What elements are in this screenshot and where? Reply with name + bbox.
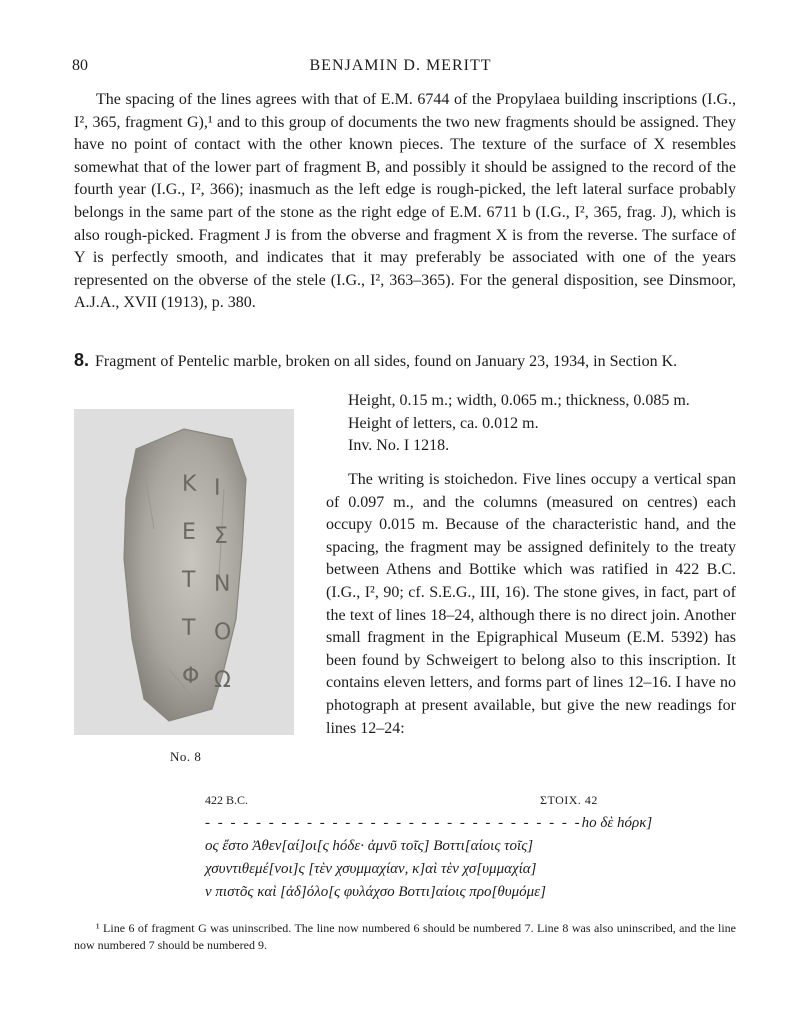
letter-glyph: Ω	[214, 668, 231, 693]
letter-glyph: Σ	[214, 524, 228, 549]
section-heading	[74, 349, 736, 374]
inscription-line	[205, 812, 653, 835]
letter-glyph: Ι	[214, 476, 221, 501]
inscription-line	[205, 881, 610, 904]
paragraph-1: The spacing of the lines agrees with that of E.M. 6744 of the Propylaea building inscriptions (I.G., I², 365, fragment G),¹ and to this group of documents the two new fragments should be assigned. They have no point of contact with the other known pieces. The texture of the surface of X resembles somewhat that of the lower part of fragment B, and possibly it should be assigned to the record of the fourth year (I.G., I², 366); inasmuch as the left edge is rough-picked, the left lateral surface probably belongs in the same part of the stone as the right edge of E.M. 6711 b (I.G., I², 365, frag. J), which is also rough-picked. Fragment J is from the obverse and fragment X is from the reverse. The surface of Y is perfectly smooth, and indicates that it may preferably be associated with one of the years represented on the obverse of the stele (I.G., I², 363–365). For the general disposition, see Dinsmoor, A.J.A., XVII (1913), p. 380.	[74, 91, 736, 312]
inscription-line-text: ος ἔστο Ἀθεν[αί]οι[ς hóδε· ἀμνῦ τοῖς] Βοττι[αίοις τοῖς]	[205, 838, 534, 854]
letter-glyph: Ο	[214, 620, 232, 645]
footnote: ¹ Line 6 of fragment G was uninscribed. The line now numbered 6 should be numbered 7. Line 8 was also uninscribed, and the line now numbered 7 should be numbered 9.	[74, 921, 736, 952]
paragraph-2: The writing is stoichedon. Five lines occupy a vertical span of 0.097 m., and the columns (measured on centres) each occupy 0.015 m. Because of the characteristic hand, and the spacing, the fragment may be assigned definitely to the treaty between Athens and Bottike which was ratified in 422 B.C. (I.G., I², 90; cf. S.E.G., III, 16). The stone gives, in fact, part of the text of lines 18–24, although there is no direct join. Another small fragment in the Epigraphical Museum (E.M. 5392) has been found by Schweigert to belong also to this inscription. It contains eleven letters, and forms part of lines 12–16. I have no photograph at present available, but give the new readings for lines 12–24:	[326, 471, 736, 737]
letter-glyph: Κ	[182, 472, 197, 497]
page-number: 80	[72, 57, 88, 74]
stoichedon-label: ΣΤΟΙΧ. 42	[540, 793, 598, 807]
inscription-text	[205, 812, 653, 904]
section-heading-text: Fragment of Pentelic marble, broken on all sides, found on January 23, 1934, in Section K.	[95, 353, 678, 370]
dimension-line: Height, 0.15 m.; width, 0.065 m.; thickness, 0.085 m.	[348, 392, 690, 409]
dimension-line: Height of letters, ca. 0.012 m.	[348, 414, 539, 432]
fragment-photo	[74, 409, 294, 735]
running-title: BENJAMIN D. MERITT	[309, 57, 492, 74]
section-number: 8.	[74, 350, 90, 370]
inscription-date: 422 B.C.	[205, 793, 249, 807]
inscription-line	[205, 858, 610, 881]
inscription-line-text: ν πιστõς καὶ [ἀδ]όλο[ς φυλάχσο Βοττι]αίοις προ[θυμόμε]	[205, 884, 546, 900]
figure-caption: No. 8	[170, 749, 202, 764]
fragment-photo-image	[74, 409, 294, 735]
inscription-line	[205, 835, 610, 858]
letter-glyph: Φ	[182, 664, 200, 689]
inscription-line-end: ho δὲ hóρκ]	[581, 815, 653, 831]
lacuna-dashes: - - - - - - - - - - - - - - - - - - - - - - - - - - - - - -	[205, 815, 582, 831]
letter-glyph: Ν	[214, 572, 231, 597]
dimension-line: Inv. No. I 1218.	[348, 437, 450, 455]
letter-glyph: Ε	[182, 520, 196, 545]
letter-glyph: Τ	[182, 568, 196, 593]
inscription-line-text: χσυντιθεμέ[νοι]ς [τὲν χσυμμαχίαν, κ]αὶ τὲν χσ[υμμαχία]	[205, 861, 537, 877]
letter-glyph: Τ	[182, 616, 196, 641]
dimensions-block	[348, 390, 738, 458]
